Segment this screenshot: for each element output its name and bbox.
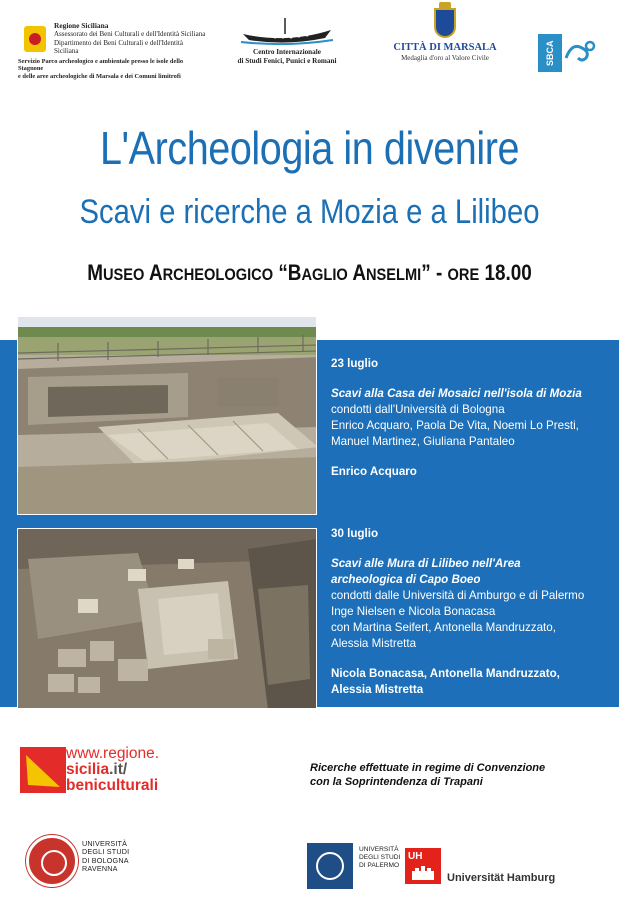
trinacria-icon	[24, 26, 46, 52]
uni-hamburg-logo	[405, 848, 615, 888]
unibo-label: UNIVERSITÀ DEGLI STUDI DI BOLOGNA RAVENNA	[82, 839, 130, 874]
regione-text-2	[18, 58, 208, 81]
unibo-seal-icon	[26, 835, 78, 887]
unipa-logo	[307, 843, 417, 891]
event-2-date: 30 luglio	[331, 527, 379, 540]
web-line1: www.regione.	[66, 745, 160, 762]
convention-note: Ricerche effettuate in regime di Convenzione con la Soprintendenza di Trapani	[310, 762, 546, 788]
marsala-name: CITTÀ DI MARSALA	[393, 42, 497, 53]
event-2-title: archeologica di Capo Boeo	[331, 573, 481, 586]
web-line2: sicilia.it/	[66, 761, 128, 778]
unibo-logo	[26, 835, 136, 891]
marsala-medal: Medaglia d'oro al Valore Civile	[401, 54, 489, 62]
venue-line: MUSEO ARCHEOLOGICO “BAGLIO ANSELMI” - ORE 18.00	[87, 260, 532, 285]
event-1-line: Enrico Acquaro, Paola De Vita, Noemi Lo Presti,	[331, 419, 579, 432]
web-line3: beniculturali	[66, 777, 159, 794]
excavation-photo-lilibeo	[17, 528, 317, 709]
event-1-date: 23 luglio	[331, 357, 379, 370]
poster-title: L'Archeologia in divenire	[99, 122, 520, 174]
regione-name: Regione Siciliana	[54, 21, 109, 30]
citta-di-marsala-logo	[385, 8, 505, 62]
header	[0, 0, 619, 96]
event-2-speaker: Nicola Bonacasa, Antonella Mandruzzato,	[331, 667, 560, 680]
event-2-line: con Martina Seifert, Antonella Mandruzzato,	[331, 621, 556, 634]
event-2-line: condotti dalle Università di Amburgo e di Palermo	[331, 589, 585, 602]
sbca-label: SBCA	[538, 34, 562, 72]
regione-line2: Dipartimento dei Beni Culturali e dell'Identità Siciliana	[54, 38, 183, 56]
crest-icon	[434, 8, 456, 38]
unipa-seal-icon	[307, 843, 353, 889]
regione-siciliana-logo	[18, 22, 208, 80]
event-1-title: Scavi alla Casa dei Mosaici nell'isola di Mozia	[331, 387, 582, 400]
event-2-line: Alessia Mistretta	[331, 637, 417, 650]
regione-line4: e delle aree archeologiche di Marsala e dei Comuni limitrofi	[18, 72, 181, 80]
wedge-icon	[20, 747, 66, 793]
beniculturali-web-logo[interactable]	[20, 744, 200, 796]
event-2-title: Scavi alle Mura di Lilibeo nell'Area	[331, 557, 521, 570]
regione-line1: Assessorato dei Beni Culturali e dell'Identità Siciliana	[54, 30, 206, 39]
event-2-speaker: Alessia Mistretta	[331, 683, 424, 696]
event-1-line: Manuel Martinez, Giuliana Pantaleo	[331, 435, 515, 448]
uhh-mark: UH	[405, 848, 441, 884]
ship-icon	[237, 16, 337, 46]
centro-studi-logo	[232, 16, 342, 65]
event-1	[331, 356, 613, 480]
castle-icon	[411, 866, 435, 880]
event-2	[331, 526, 613, 698]
centro-line2: di Studi Fenici, Punici e Romani	[237, 56, 337, 65]
regione-text	[54, 22, 208, 56]
event-1-speaker: Enrico Acquaro	[331, 465, 417, 478]
centro-line1: Centro Internazionale	[253, 48, 321, 56]
sbca-logo	[538, 34, 598, 74]
regione-line3: Servizio Parco archeologico e ambientale presso le isole dello Stagnone	[18, 57, 184, 73]
excavation-photo-mozia	[17, 316, 317, 515]
event-1-line: condotti dall'Università di Bologna	[331, 403, 505, 416]
unipa-label: UNIVERSITÀ DEGLI STUDI DI PALERMO	[359, 846, 401, 869]
poster-subtitle: Scavi e ricerche a Mozia e a Lilibeo	[79, 193, 540, 231]
wave-icon	[564, 38, 598, 68]
uhh-name: Universität Hamburg	[447, 872, 556, 884]
event-2-line: Inge Nielsen e Nicola Bonacasa	[331, 605, 496, 618]
